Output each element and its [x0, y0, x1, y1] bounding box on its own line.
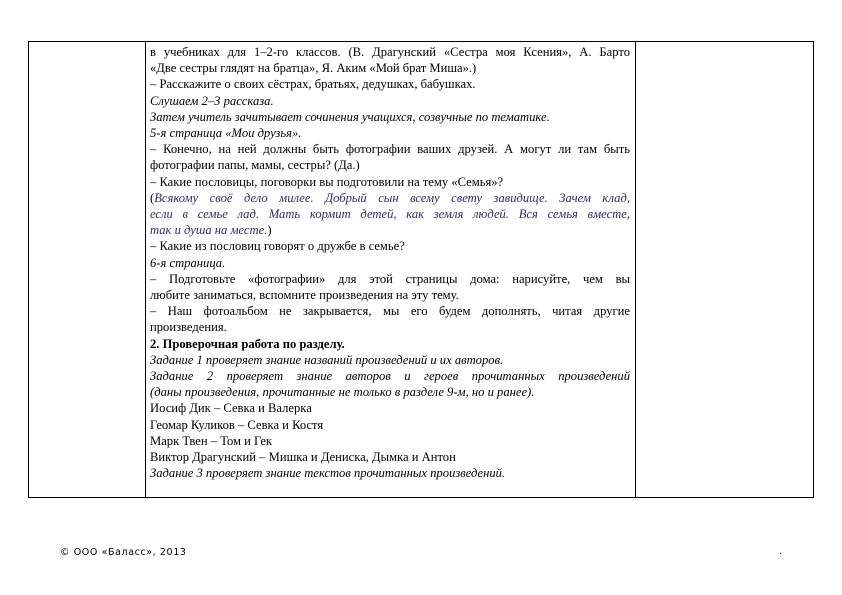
text-line-content: Задание 2 проверяет знание авторов и героев прочитанных произведений	[150, 369, 630, 384]
text-line	[150, 465, 630, 481]
text-line	[150, 76, 630, 92]
text-line	[150, 352, 630, 368]
text-line-content: 6-я страница.	[150, 255, 226, 270]
text-line-content: Задание 3 проверяет знание текстов прочитанных произведений.	[150, 466, 506, 481]
text-line-content: – Какие пословицы, поговорки вы подготовили на тему «Семья»?	[150, 174, 504, 189]
text-line	[150, 93, 630, 109]
text-line-content: Виктор Драгунский – Мишка и Дениска, Дымка и Антон	[150, 450, 456, 465]
text-line-content: – Подготовьте «фотографии» для этой страницы дома: нарисуйте, чем вы	[150, 271, 630, 286]
text-line	[150, 449, 630, 465]
text-line	[150, 238, 630, 254]
text-line-content: так и душа на месте.	[150, 223, 268, 238]
text-line	[150, 319, 630, 335]
text-line-content: Задание 1 проверяет знание названий произведений и их авторов.	[150, 352, 504, 367]
text-line	[150, 368, 630, 384]
text-line	[150, 417, 630, 433]
text-line	[150, 44, 630, 60]
text-line-content: – Расскажите о своих сёстрах, братьях, дедушках, бабушках.	[150, 77, 476, 92]
lesson-table	[28, 41, 814, 498]
text-line	[150, 400, 630, 416]
text-line-content: «Две сестры глядят на братца», Я. Аким «Мой брат Миша».)	[150, 61, 477, 76]
text-line: так и душа на месте.)	[150, 223, 272, 238]
text-line	[150, 336, 630, 352]
text-line-content: – Какие из пословиц говорят о дружбе в семье?	[150, 239, 405, 254]
footer-mark: .	[779, 546, 783, 557]
table-column-content	[146, 42, 636, 497]
text-line	[150, 303, 630, 319]
text-line-content: Иосиф Дик – Севка и Валерка	[150, 401, 312, 416]
text-line	[150, 384, 630, 400]
text-line-content: любите заниматься, вспомните произведения на эту тему.	[150, 288, 459, 303]
text-line-content: Марк Твен – Том и Гек	[150, 433, 273, 448]
text-line-content: – Наш фотоальбом не закрывается, мы его будем дополнять, читая другие	[150, 304, 630, 319]
text-line-content: фотографии папы, мамы, сестры? (Да.)	[150, 158, 360, 173]
text-line-content: если в семье лад. Мать кормит детей, как земля людей. Вся семья вместе,	[150, 207, 630, 222]
text-line: (Всякому своё дело милее. Добрый сын всему свету завидище. Зачем клад,	[150, 190, 630, 205]
text-line-content: Всякому своё дело милее. Добрый сын всему свету завидище. Зачем клад,	[154, 190, 630, 205]
text-line	[150, 206, 630, 222]
text-line	[150, 109, 630, 125]
text-line	[150, 60, 630, 76]
text-line	[150, 255, 630, 271]
text-line	[150, 141, 630, 157]
table-column-left	[29, 42, 146, 497]
text-line	[150, 174, 630, 190]
text-line-content: 2. Проверочная работа по разделу.	[150, 336, 345, 351]
text-line	[150, 287, 630, 303]
text-line	[150, 271, 630, 287]
text-line	[150, 433, 630, 449]
text-line-content: – Конечно, на ней должны быть фотографии ваших друзей. А могут ли там быть	[150, 142, 630, 157]
text-line-content: произведения.	[150, 320, 227, 335]
text-line-content: Геомар Куликов – Севка и Костя	[150, 417, 324, 432]
footer-copyright: © ООО «Баласс», 2013	[60, 547, 187, 558]
text-line-content: Слушаем 2–3 рассказа.	[150, 93, 274, 108]
text-line	[150, 125, 630, 141]
text-line-content: в учебниках для 1–2-го классов. (В. Драгунский «Сестра моя Ксения», А. Барто	[150, 45, 630, 59]
text-line-content: 5-я страница «Мои друзья».	[150, 126, 302, 141]
text-line-content: Затем учитель зачитывает сочинения учащихся, созвучные по тематике.	[150, 109, 550, 124]
text-line	[150, 157, 630, 173]
table-column-right	[636, 42, 813, 497]
text-line-content: (даны произведения, прочитанные не только в разделе 9-м, но и ранее).	[150, 385, 535, 400]
